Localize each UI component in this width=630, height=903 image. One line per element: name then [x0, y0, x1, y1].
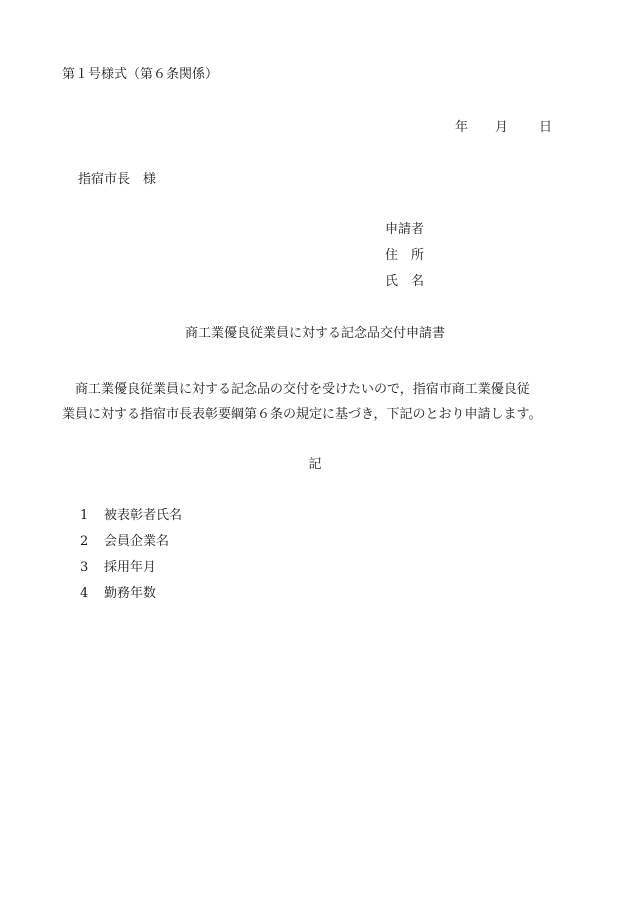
- body-line-2: 業員に対する指宿市長表彰要綱第６条の規定に基づき，下記のとおり申請します。: [62, 407, 542, 422]
- item-label: 勤務年数: [104, 586, 157, 601]
- ki-heading: 記: [308, 457, 322, 472]
- item-number: 1: [80, 508, 89, 523]
- item-number: 3: [80, 560, 89, 575]
- item-label: 採用年月: [104, 560, 157, 575]
- day-label: 日: [539, 120, 553, 135]
- applicant-block: [385, 222, 424, 300]
- body-paragraph: [62, 377, 572, 427]
- item-label: 会員企業名: [104, 534, 170, 549]
- item-label: 被表彰者氏名: [104, 508, 183, 523]
- applicant-name-label: 氏 名: [385, 274, 425, 289]
- year-label: 年: [455, 120, 469, 135]
- form-number: 第１号様式（第６条関係）: [62, 67, 219, 82]
- month-label: 月: [495, 120, 509, 135]
- applicant-heading: 申請者: [385, 222, 425, 237]
- item-number: 4: [80, 586, 89, 601]
- addressee: 指宿市長 様: [78, 172, 157, 187]
- document-title: 商工業優良従業員に対する記念品交付申請書: [184, 326, 445, 341]
- applicant-address-label: 住 所: [385, 248, 425, 263]
- item-number: 2: [80, 534, 89, 549]
- body-line-1: 商工業優良従業員に対する記念品の交付を受けたいので，指宿市商工業優良従: [62, 382, 530, 397]
